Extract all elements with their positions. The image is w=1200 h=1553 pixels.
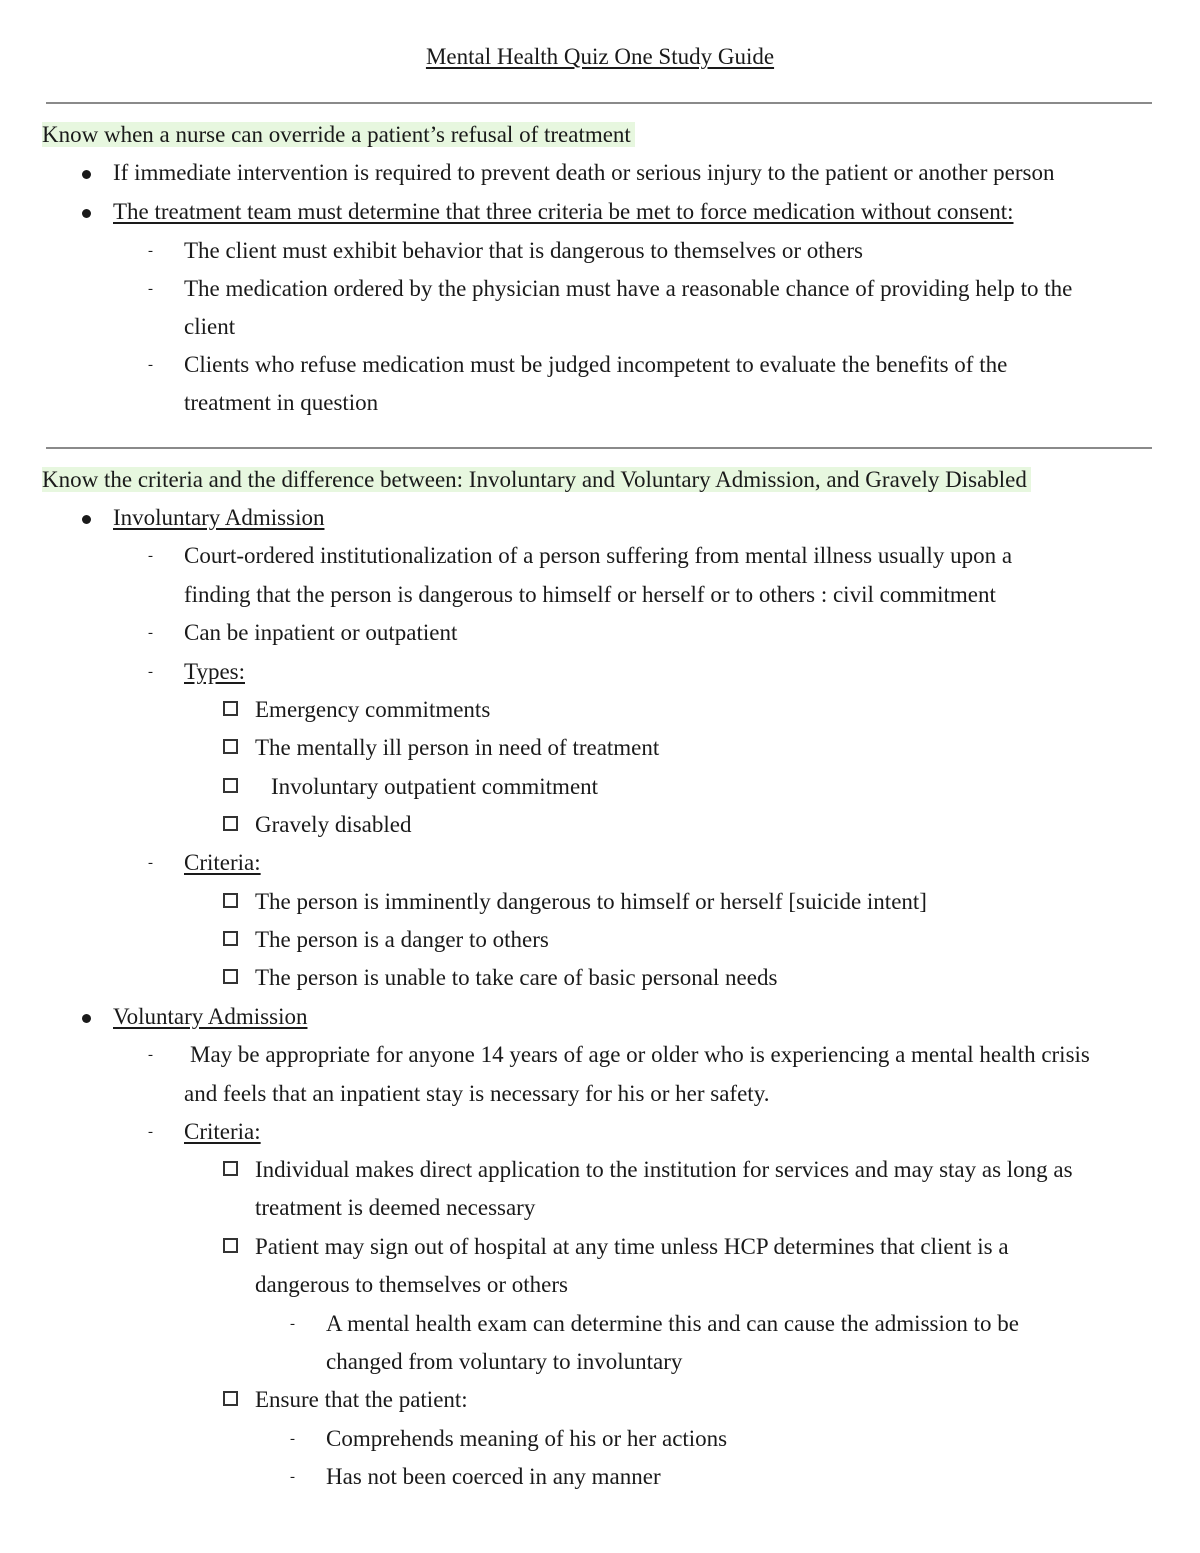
bullet-dot-icon (82, 170, 91, 179)
list-item: The person is unable to take care of basic personal needs (255, 965, 778, 990)
dash-icon: - (148, 548, 153, 564)
checkbox-icon (223, 931, 238, 946)
dash-icon: - (148, 664, 153, 680)
page-title: Mental Health Quiz One Study Guide (425, 44, 775, 69)
list-item-continuation: dangerous to themselves or others (255, 1272, 568, 1297)
list-item: May be appropriate for anyone 14 years of age or older who is experiencing a mental health crisis (190, 1042, 1090, 1067)
list-item: Individual makes direct application to the institution for services and may stay as long as (255, 1157, 1073, 1182)
list-item: Has not been coerced in any manner (326, 1464, 661, 1489)
list-item: A mental health exam can determine this and can cause the admission to be (326, 1311, 1019, 1336)
checkbox-icon (223, 816, 238, 831)
dash-icon: - (148, 625, 153, 641)
dash-icon: - (148, 243, 153, 259)
list-item: The treatment team must determine that three criteria be met to force medication without consent: (113, 199, 1014, 224)
checkbox-icon (223, 969, 238, 984)
list-item-continuation: client (184, 314, 236, 339)
bullet-dot-icon (82, 209, 91, 218)
section-divider (46, 447, 1152, 449)
list-item-continuation: and feels that an inpatient stay is necessary for his or her safety. (184, 1081, 770, 1106)
types-label: Types: (184, 659, 245, 684)
list-item: Clients who refuse medication must be judged incompetent to evaluate the benefits of the (184, 352, 1008, 377)
list-item: The person is imminently dangerous to himself or herself [suicide intent] (255, 889, 927, 914)
list-item: If immediate intervention is required to prevent death or serious injury to the patient or another person (113, 160, 1055, 185)
list-item: Patient may sign out of hospital at any time unless HCP determines that client is a (255, 1234, 1009, 1259)
list-item-continuation: treatment in question (184, 390, 379, 415)
list-item: The mentally ill person in need of treatment (255, 735, 660, 760)
section-heading-text: Know the criteria and the difference between: Involuntary and Voluntary Admission, and Gravely Disabled (42, 467, 1031, 492)
criteria-label: Criteria: (184, 1119, 261, 1144)
list-item-continuation: treatment is deemed necessary (255, 1195, 536, 1220)
list-item: Involuntary outpatient commitment (271, 774, 599, 799)
list-item-continuation: changed from voluntary to involuntary (326, 1349, 683, 1374)
list-item: The client must exhibit behavior that is dangerous to themselves or others (184, 238, 863, 263)
criteria-label: Criteria: (184, 850, 261, 875)
bullet-dot-icon (82, 515, 91, 524)
involuntary-admission-label: Involuntary Admission (113, 505, 325, 530)
section-heading-text: Know when a nurse can override a patient’s refusal of treatment (42, 122, 635, 147)
checkbox-icon (223, 893, 238, 908)
dash-icon: - (148, 1047, 153, 1063)
list-item-continuation: finding that the person is dangerous to himself or herself or to others : civil commitment (184, 582, 996, 607)
section-heading (42, 465, 1031, 495)
dash-icon: - (148, 1124, 153, 1140)
list-item: The person is a danger to others (255, 927, 549, 952)
list-item: The medication ordered by the physician must have a reasonable chance of providing help to the (184, 276, 1073, 301)
checkbox-icon (223, 1391, 238, 1406)
voluntary-admission-label: Voluntary Admission (113, 1004, 308, 1029)
dash-icon: - (148, 281, 153, 297)
checkbox-icon (223, 1238, 238, 1253)
bullet-dot-icon (82, 1014, 91, 1023)
dash-icon: - (290, 1316, 295, 1332)
list-item: Ensure that the patient: (255, 1387, 468, 1412)
dash-icon: - (148, 855, 153, 871)
checkbox-icon (223, 701, 238, 716)
section-divider (46, 102, 1152, 104)
dash-icon: - (148, 357, 153, 373)
checkbox-icon (223, 1161, 238, 1176)
list-item: Can be inpatient or outpatient (184, 620, 458, 645)
checkbox-icon (223, 778, 238, 793)
checkbox-icon (223, 739, 238, 754)
dash-icon: - (290, 1469, 295, 1485)
section-heading (42, 120, 635, 150)
list-item: Gravely disabled (255, 812, 412, 837)
list-item: Court-ordered institutionalization of a person suffering from mental illness usually upon a (184, 543, 1013, 568)
dash-icon: - (290, 1431, 295, 1447)
list-item: Emergency commitments (255, 697, 491, 722)
list-item: Comprehends meaning of his or her actions (326, 1426, 728, 1451)
